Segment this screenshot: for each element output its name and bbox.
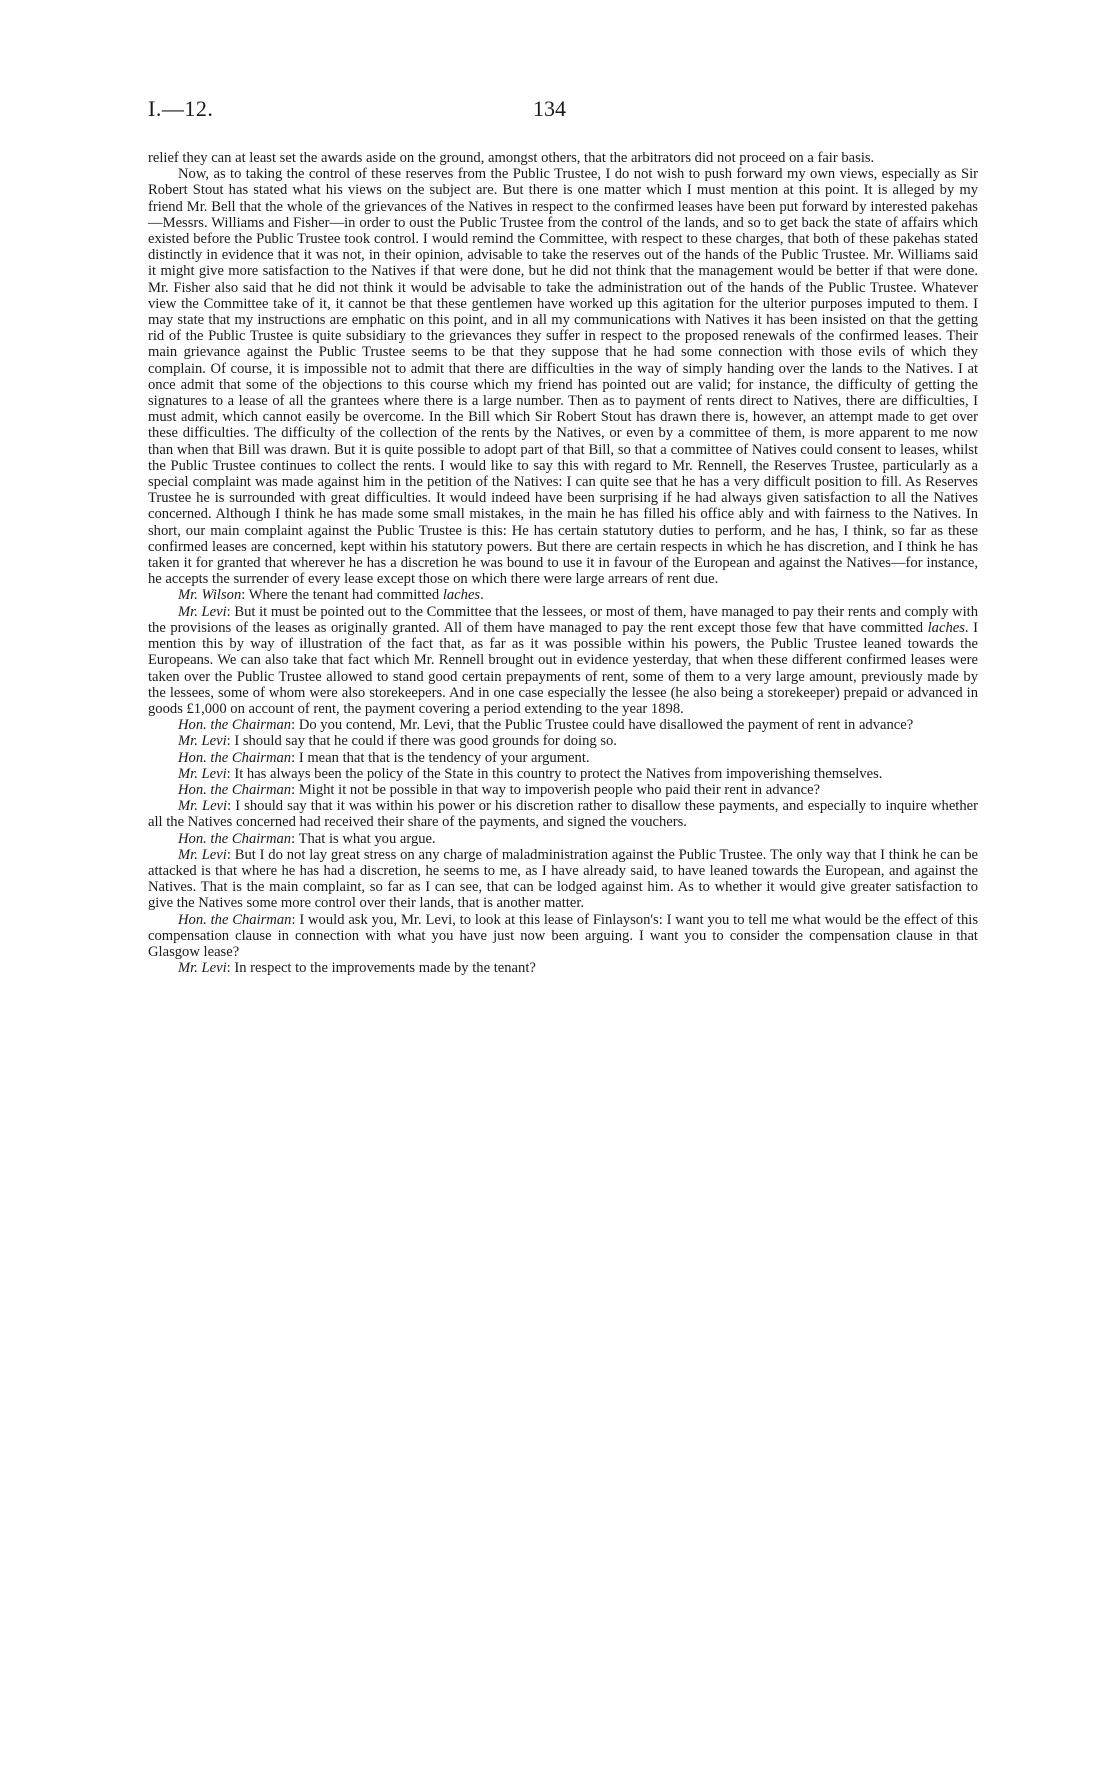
paragraph-exchange: Hon. the Chairman: I would ask you, Mr. Levi, to look at this lease of Finlayson's: I want you to tell me what would be the effect of this compensation clause in connection with what you have just now been arguing. I want you to consider the compensation clause in that Glasgow lease? — [148, 911, 978, 960]
speech-text: Where the tenant had committed laches. — [248, 587, 484, 604]
page-number: 134 — [533, 96, 566, 121]
speaker-name: Hon. the Chairman — [178, 781, 292, 798]
paragraph-exchange: Mr. Levi: But I do not lay great stress on any charge of maladministration against the Public Trustee. The only way that I think he can be attacked is that where he has had a discretion, he seems to me, as I have already said, to have leaned towards the European, and against the Natives. That is the main complaint, so far as I can see, that can be lodged against him. As to whether it would give greater satisfaction to give the Natives some more control over their lands, that is another matter. — [148, 846, 979, 912]
speaker-name: Hon. the Chairman — [178, 717, 292, 734]
speaker-name: Mr. Levi — [178, 765, 227, 782]
speaker-name: Mr. Levi — [178, 846, 227, 863]
paragraph-exchange: Hon. the Chairman: That is what you argue. — [178, 830, 436, 847]
speech-text: In respect to the improvements made by the tenant? — [234, 960, 536, 977]
paragraph-exchange: Mr. Levi: It has always been the policy of the State in this country to protect the Natives from impoverishing themselves. — [178, 765, 883, 782]
speech-text: Do you contend, Mr. Levi, that the Public Trustee could have disallowed the payment of rent in advance? — [298, 717, 914, 734]
document-reference: I.—12. — [148, 96, 214, 121]
speaker-name: Mr. Levi — [178, 733, 227, 750]
speech-text: But it must be pointed out to the Committee that the lessees, or most of them, have managed to pay their rents and comply with the provisions of the leases as originally granted. All of them have managed to pay the rent except those few that have committed laches. I mention this by way of illustration of the fact that, as far as it was possible within his powers, the Public Trustee leaned towards the Europeans. We can also take that fact which Mr. Rennell brought out in evidence yesterday, that when these different confirmed leases were taken over the Public Trustee allowed to stand good certain prepayments of rent, some of them to a very large amount, previously made by the lessees, some of whom were also storekeepers. And in one case especially the lessee (he also being a storekeeper) prepaid or advanced in goods £1,000 on account of rent, the payment covering a period extending to the year 1898. — [148, 603, 979, 717]
paragraph-exchange: Mr. Levi: But it must be pointed out to the Committee that the lessees, or most of them, have managed to pay their rents and comply with the provisions of the leases as originally granted. All of them have managed to pay the rent except those few that have committed laches. I mention this by way of illustration of the fact that, as far as it was possible within his powers, the Public Trustee leaned towards the Europeans. We can also take that fact which Mr. Rennell brought out in evidence yesterday, that when these different confirmed leases were taken over the Public Trustee allowed to stand good certain prepayments of rent, some of them to a very large amount, previously made by the lessees, some of whom were also storekeepers. And in one case especially the lessee (he also being a storekeeper) prepaid or advanced in goods £1,000 on account of rent, the payment covering a period extending to the year 1898. — [148, 603, 979, 717]
italic-term: laches — [442, 587, 481, 604]
speech-text: Might it not be possible in that way to impoverish people who paid their rent in advance? — [298, 781, 821, 798]
speech-text: I should say that it was within his power or his discretion rather to disallow these payments, and especially to inquire whether all the Natives concerned had received their share of the payments, and signed the vouchers. — [148, 798, 978, 831]
speaker-name: Mr. Wilson — [178, 587, 242, 604]
paragraph-exchange: Mr. Wilson: Where the tenant had committed laches. — [178, 587, 484, 604]
paragraph-exchange: Mr. Levi: I should say that it was within his power or his discretion rather to disallow these payments, and especially to inquire whether all the Natives concerned had received their share of the payments, and signed the vouchers. — [148, 798, 978, 831]
speech-text: That is what you argue. — [298, 830, 436, 847]
paragraph-exchange: Mr. Levi: I should say that he could if there was good grounds for doing so. — [178, 733, 617, 750]
body-text — [148, 150, 978, 976]
paragraph-exchange: Hon. the Chairman: Do you contend, Mr. Levi, that the Public Trustee could have disallowed the payment of rent in advance? — [178, 717, 914, 734]
paragraph-exchange: Mr. Levi: In respect to the improvements made by the tenant? — [178, 960, 536, 977]
speech-text: I should say that he could if there was good grounds for doing so. — [234, 733, 617, 750]
speaker-name: Mr. Levi — [178, 603, 227, 620]
speaker-name: Hon. the Chairman — [178, 830, 292, 847]
speech-text: I mean that that is the tendency of your argument. — [298, 749, 590, 766]
speaker-name: Mr. Levi — [178, 960, 227, 977]
speech-text: But I do not lay great stress on any charge of maladministration against the Public Trustee. The only way that I think he can be attacked is that where he has had a discretion, he seems to me, as I have already said, to have leaned towards the European, and against the Natives. That is the main complaint, so far as I can see, that can be lodged against him. As to whether it would give greater satisfaction to give the Natives some more control over their lands, that is another matter. — [148, 846, 979, 912]
paragraph-argument: Now, as to taking the control of these reserves from the Public Trustee, I do not wish to push forward my own views, especially as Sir Robert Stout has stated what his views on the subject are. But there is one matter which I must mention at this point. It is alleged by my friend Mr. Bell that the whole of the grievances of the Natives in respect to the confirmed leases have been put forward by interested pakehas—Messrs. Williams and Fisher—in order to oust the Public Trustee from the control of the lands, and so to get back the state of affairs which existed before the Public Trustee took control. I would remind the Committee, with respect to these charges, that both of these pakehas stated distinctly in evidence that it was not, in their opinion, advisable to take the reserves out of the hands of the Public Trustee. Mr. Williams said it might give more satisfaction to the Natives if that were done, but he did not think that the management would be better if that were done. Mr. Fisher also said that he did not think it would be advisable to take the administration out of the hands of the Public Trustee. Whatever view the Committee take of it, it cannot be that these gentlemen have worked up this agitation for the ulterior purposes imputed to them. I may state that my instructions are emphatic on this point, and in all my communications with Natives it has been insisted on that the getting rid of the Public Trustee is quite subsidiary to the grievances they suffer in respect to the proposed renewals of the confirmed leases. Their main grievance against the Public Trustee seems to be that they suppose that he had some connection with those evils of which they complain. Of course, it is impossible not to admit that there are difficulties in the way of simply handing over the lands to the Natives. I at once admit that some of the objections to this course which my friend has pointed out are valid; for instance, the difficulty of getting the signatures to a lease of all the grantees where there is a large number. Then as to payment of rents direct to Natives, there are difficulties, I must admit, which cannot easily be overcome. In the Bill which Sir Robert Stout has drawn there is, however, an attempt made to get over these difficulties. The difficulty of the collection of the rents by the Natives, or even by a committee of them, is more apparent to me now than when that Bill was drawn. But it is quite possible to adopt part of that Bill, so that a committee of Natives could consent to leases, whilst the Public Trustee continues to collect the rents. I would like to say this with regard to Mr. Rennell, the Reserves Trustee, particularly as a special complaint was made against him in the petition of the Natives: I can quite see that he has a very difficult position to fill. As Reserves Trustee he is surrounded with great difficulties. It would indeed have been surprising if he had always given satisfaction to all the Natives concerned. Although I think he has made some small mistakes, in the main he has filled his office ably and with fairness to the Natives. In short, our main complaint against the Public Trustee is this: He has certain statutory duties to perform, and he has, I think, so far as these confirmed leases are concerned, kept within his statutory powers. But there are certain respects in which he has discretion, and I think he has taken it for granted that wherever he has a discretion he was bound to use it in favour of the European and against the Natives—for instance, he accepts the surrender of every lease except those on which there were large arrears of rent due. — [148, 166, 978, 588]
page-header — [148, 96, 978, 130]
italic-term: laches — [927, 619, 965, 636]
speaker-name: Hon. the Chairman — [178, 749, 292, 766]
speech-text: I would ask you, Mr. Levi, to look at this lease of Finlayson's: I want you to tell me what would be the effect of this compensation clause in connection with what you have just now been arguing. I want you to consider the compensation clause in that Glasgow lease? — [148, 911, 978, 960]
paragraph-exchange: Hon. the Chairman: I mean that that is the tendency of your argument. — [178, 749, 590, 766]
speech-text: It has always been the policy of the State in this country to protect the Natives from impoverishing themselves. — [234, 765, 883, 782]
speaker-name: Mr. Levi — [178, 798, 228, 815]
paragraph-continuation: relief they can at least set the awards aside on the ground, amongst others, that the arbitrators did not proceed on a fair basis. — [148, 150, 875, 166]
paragraph-exchange: Hon. the Chairman: Might it not be possible in that way to impoverish people who paid their rent in advance? — [178, 781, 821, 798]
speaker-name: Hon. the Chairman — [178, 911, 292, 928]
